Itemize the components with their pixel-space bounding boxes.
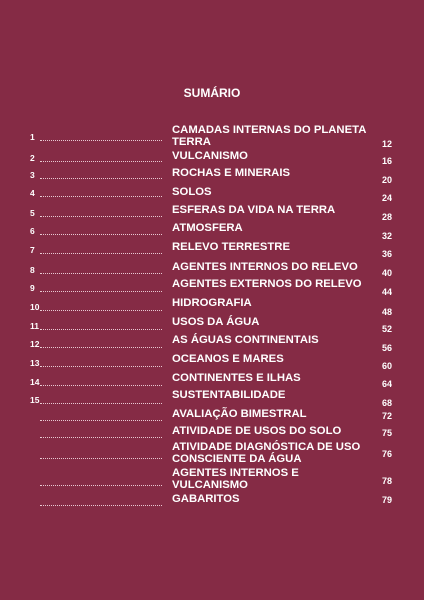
page-title: SUMÁRIO xyxy=(183,86,241,100)
toc-entry-number: 15 xyxy=(30,395,40,405)
dot-leader xyxy=(40,161,162,162)
dot-leader xyxy=(40,458,162,459)
toc-entry-label: ROCHAS E MINERAIS xyxy=(172,167,290,179)
toc-entry-number: 9 xyxy=(30,283,35,293)
toc-entry-page: 44 xyxy=(382,287,393,297)
toc-entry-number: 4 xyxy=(30,188,35,198)
dot-leader xyxy=(40,485,162,486)
dot-leader xyxy=(40,140,162,141)
toc-entry-label: ESFERAS DA VIDA NA TERRA xyxy=(172,204,336,216)
toc-entry-page: 40 xyxy=(382,268,393,278)
toc-entry-number: 8 xyxy=(30,265,35,275)
toc-entry-page: 12 xyxy=(382,139,393,149)
toc-entry-label: HIDROGRAFIA xyxy=(172,297,252,309)
toc-entry-number: 2 xyxy=(30,153,35,163)
toc-entry-label: AVALIAÇÃO BIMESTRAL xyxy=(172,408,307,420)
toc-entry-page: 32 xyxy=(382,231,393,241)
toc-entry[interactable] xyxy=(0,441,424,465)
toc-entry-number: 11 xyxy=(30,321,39,331)
toc-entry-page: 78 xyxy=(382,476,393,486)
toc-entry[interactable] xyxy=(0,124,424,149)
toc-entry-number: 3 xyxy=(30,170,35,180)
toc-entry-page: 20 xyxy=(382,175,393,185)
dot-leader xyxy=(40,253,162,254)
dot-leader xyxy=(40,437,162,438)
toc-entry[interactable] xyxy=(0,167,424,185)
toc-entry-page: 75 xyxy=(382,428,393,438)
toc-entry-label: OCEANOS E MARES xyxy=(172,353,284,365)
toc-entry-number: 13 xyxy=(30,358,40,368)
toc-entry-label: ATIVIDADE DIAGNÓSTICA DE USO CONSCIENTE DA ÁGUA xyxy=(172,441,361,465)
toc-entry-label: AGENTES EXTERNOS DO RELEVO xyxy=(172,278,362,290)
toc-entry[interactable] xyxy=(0,150,424,166)
toc-entry-page: 76 xyxy=(382,449,393,459)
toc-entry[interactable] xyxy=(0,222,424,241)
toc-entry-label: CONTINENTES E ILHAS xyxy=(172,372,301,384)
toc-entry-number: 6 xyxy=(30,226,35,236)
toc-entry-page: 79 xyxy=(382,495,393,505)
toc-entry[interactable] xyxy=(0,278,424,297)
toc-entry-label: AGENTES INTERNOS DO RELEVO xyxy=(172,261,358,273)
toc-entry[interactable] xyxy=(0,261,424,278)
dot-leader xyxy=(40,366,162,367)
toc-entry-label: RELEVO TERRESTRE xyxy=(172,241,291,253)
toc-entry[interactable] xyxy=(0,334,424,353)
dot-leader xyxy=(40,178,162,179)
toc-entry-number: 14 xyxy=(30,377,40,387)
toc-entry-number: 5 xyxy=(30,208,35,218)
toc-entry-label: ATIVIDADE DE USOS DO SOLO xyxy=(172,425,342,437)
toc-entry[interactable] xyxy=(0,493,424,505)
toc-entry-number: 1 xyxy=(30,132,35,142)
toc-entry[interactable] xyxy=(0,408,424,421)
toc-entry[interactable] xyxy=(0,297,424,317)
toc-entry-label: VULCANISMO xyxy=(172,150,248,162)
toc-entry[interactable] xyxy=(0,186,424,203)
toc-entry[interactable] xyxy=(0,425,424,438)
toc-entry-page: 52 xyxy=(382,324,393,334)
toc-entry-page: 60 xyxy=(382,361,393,371)
dot-leader xyxy=(40,329,162,330)
toc-entry-page: 56 xyxy=(382,343,393,353)
dot-leader xyxy=(40,505,162,506)
dot-leader xyxy=(40,273,162,274)
toc-entry[interactable] xyxy=(0,316,424,334)
toc-entry-label: GABARITOS xyxy=(172,493,240,505)
toc-entry-label: AS ÁGUAS CONTINENTAIS xyxy=(172,334,319,346)
toc-entry-label: ATMOSFERA xyxy=(172,222,243,234)
dot-leader xyxy=(40,216,162,217)
toc-entry[interactable] xyxy=(0,372,424,389)
dot-leader xyxy=(40,196,162,197)
toc-entry-label: AGENTES INTERNOS E VULCANISMO xyxy=(172,467,299,491)
toc-entry[interactable] xyxy=(0,241,424,259)
toc-entry-page: 72 xyxy=(382,411,393,421)
toc-entry[interactable] xyxy=(0,353,424,371)
toc-entry-label: SUSTENTABILIDADE xyxy=(172,389,286,401)
toc-entry-page: 36 xyxy=(382,249,393,259)
toc-entry-number: 7 xyxy=(30,245,35,255)
toc-entry-page: 16 xyxy=(382,156,393,166)
toc-entry[interactable] xyxy=(0,204,424,222)
toc-entry-page: 68 xyxy=(382,398,393,408)
toc-entry-page: 24 xyxy=(382,193,393,203)
toc-entry[interactable] xyxy=(0,467,424,491)
dot-leader xyxy=(40,347,162,348)
dot-leader xyxy=(40,310,162,311)
toc-entry-page: 28 xyxy=(382,212,393,222)
toc-entry-number: 12 xyxy=(30,339,40,349)
toc-entry-page: 64 xyxy=(382,379,393,389)
toc-entry[interactable] xyxy=(0,389,424,408)
toc-entry-label: SOLOS xyxy=(172,186,212,198)
dot-leader xyxy=(40,385,162,386)
dot-leader xyxy=(40,234,162,235)
dot-leader xyxy=(40,403,162,404)
toc-entry-label: CAMADAS INTERNAS DO PLANETA TERRA xyxy=(172,124,367,148)
toc-entry-page: 48 xyxy=(382,307,393,317)
toc-entry-label: USOS DA ÁGUA xyxy=(172,316,260,328)
dot-leader xyxy=(40,291,162,292)
toc-entry-number: 10 xyxy=(30,302,40,312)
dot-leader xyxy=(40,420,162,421)
